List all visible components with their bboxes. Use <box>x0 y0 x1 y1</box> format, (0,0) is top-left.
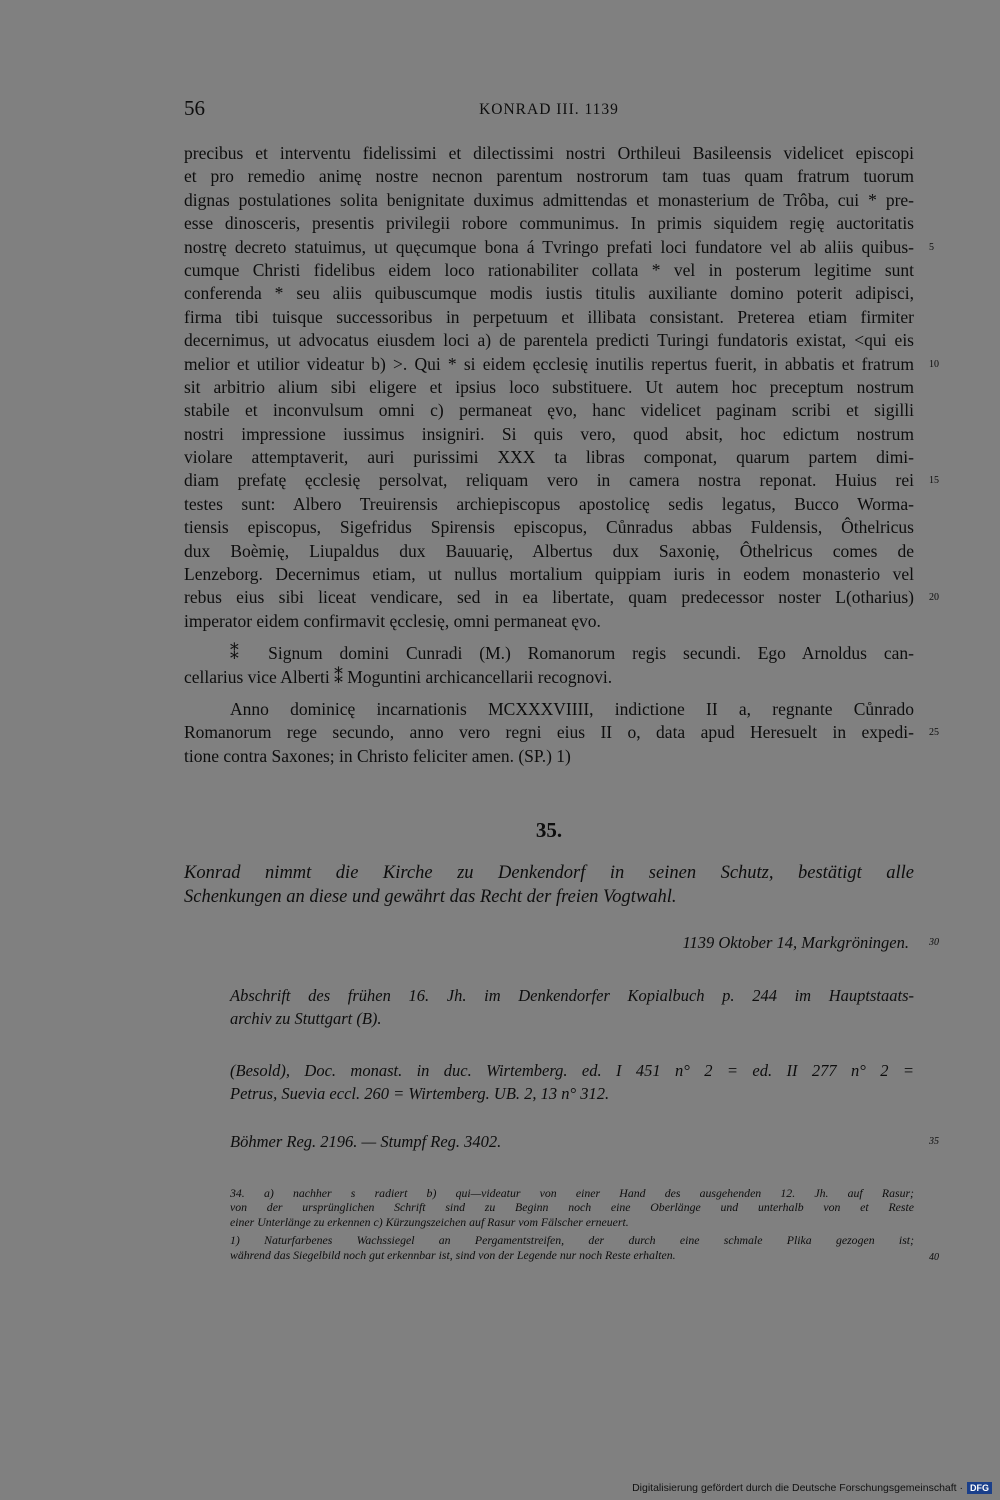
dfg-logo: DFG <box>967 1482 992 1494</box>
charter-line <box>184 469 939 492</box>
line-text: archiv zu Stuttgart (B). <box>230 1008 382 1028</box>
line-text: nostri impressione iussimus insigniri. Si quis vero, quod absit, hoc edictum nostrum <box>184 423 914 444</box>
line-text: melior et utilior videatur b) >. Qui * si eidem ęcclesię inutilis repertus fuerit, in abbatis et fratrum <box>184 353 914 374</box>
date-place: 1139 Oktober 14, Markgröningen. <box>682 933 909 952</box>
footer <box>632 1482 992 1494</box>
source-line <box>230 985 914 1008</box>
charter-line <box>184 189 914 212</box>
line-number: 30 <box>929 937 939 948</box>
line-text: precibus et interventu fidelissimi et dilectissimi nostri Orthileui Basileensis videlicet episcopi <box>184 143 914 163</box>
line-number: 15 <box>929 475 939 487</box>
line-text: Schenkungen an diese und gewährt das Recht der freien Vogtwahl. <box>184 887 677 907</box>
line-text: rebus eius sibi liceat vendicare, sed in ea libertate, quam predecessor noster L(otharius) <box>184 587 914 608</box>
dating-line <box>184 745 914 768</box>
line-text: esse dinosceris, presentis privilegii robore communimus. In primis siquidem regię auctoritatis <box>184 213 914 234</box>
page-header <box>184 96 914 122</box>
line-text: Romanorum rege secundo, anno vero regni eius II o, data apud Heresuelt in expedi- <box>184 722 914 743</box>
line-text: Anno dominicę incarnationis MCXXXVIIII, indictione II a, regnante Cůnrado <box>230 698 914 719</box>
line-text: 1) Naturfarbenes Wachssiegel an Pergamentstreifen, der durch eine schmale Plika gezogen ist; <box>230 1233 914 1248</box>
regesta-line: Böhmer Reg. 2196. — Stumpf Reg. 3402. <box>230 1132 502 1151</box>
line-text: tiensis episcopus, Sigefridus Spirensis episcopus, Cůnradus abbas Fuldensis, Ôthelricus <box>184 517 914 538</box>
charter-line <box>184 610 914 633</box>
running-title: KONRAD III. 1139 <box>479 101 619 118</box>
line-text: ⁑ Signum domini Cunradi (M.) Romanorum regis secundi. Ego Arnoldus can- <box>230 643 914 664</box>
footnote-line <box>230 1200 914 1214</box>
charter-line <box>184 586 939 609</box>
charter-line <box>184 423 914 446</box>
signum-line <box>184 642 914 665</box>
edition-line <box>230 1083 914 1106</box>
line-text: dignas postulationes solita benignitate duximus admittendas et monasterium de Trôba, cui * pre- <box>184 189 914 210</box>
regest-line <box>184 861 914 885</box>
footnote-line <box>230 1215 914 1229</box>
dating-line <box>184 721 939 744</box>
dating-line <box>184 698 914 721</box>
line-number: 20 <box>929 592 939 604</box>
footnote-line <box>230 1233 914 1247</box>
line-text: diam prefatę ęcclesię persolvat, reliquam vero in camera nostra reponat. Huius rei <box>184 470 914 491</box>
charter-line <box>184 165 914 188</box>
editions <box>230 1060 914 1105</box>
charter-line <box>184 540 914 563</box>
regest-line <box>184 885 914 909</box>
charter-line <box>184 563 914 586</box>
charter-line <box>184 329 914 352</box>
charter-text <box>184 142 939 768</box>
line-text: dux Boèmię, Liupaldus dux Bauuarię, Albertus dux Saxonię, Ôthelricus comes de <box>184 540 914 561</box>
footnotes <box>230 1186 939 1263</box>
charter-line <box>184 376 914 399</box>
line-text: cellarius vice Alberti ⁑ Moguntini archicancellarii recognovi. <box>184 666 613 687</box>
line-number: 40 <box>929 1251 939 1263</box>
line-text: imperator eidem confirmavit ęcclesię, omni permaneat ęvo. <box>184 610 601 631</box>
line-text: Konrad nimmt die Kirche zu Denkendorf in seinen Schutz, bestätigt alle <box>184 863 914 883</box>
charter-line <box>184 516 914 539</box>
charter-line <box>184 493 914 516</box>
charter-line <box>184 446 914 469</box>
signum-line <box>184 666 914 689</box>
line-text: tione contra Saxones; in Christo feliciter amen. (SP.) 1) <box>184 745 571 766</box>
line-text: conferenda * seu aliis quibuscumque modis iustis titulis auxiliante domino poterit adipisci, <box>184 283 914 304</box>
footer-text: Digitalisierung gefördert durch die Deutsche Forschungsgemeinschaft · <box>632 1482 963 1494</box>
line-text: von der ursprünglichen Schrift sind zu Beginn noch eine Oberlänge und unterhalb von et Reste <box>230 1200 914 1215</box>
document-number: 35. <box>535 818 563 842</box>
line-text: einer Unterlänge zu erkennen c) Kürzungszeichen auf Rasur vom Fälscher erneuert. <box>230 1214 629 1229</box>
charter-line <box>184 142 914 165</box>
charter-line <box>184 399 914 422</box>
page-number: 56 <box>184 96 205 120</box>
charter-line <box>184 212 914 235</box>
line-text: (Besold), Doc. monast. in duc. Wirtemberg. ed. I 451 n° 2 = ed. II 277 n° 2 = <box>230 1061 914 1080</box>
line-text: et pro remedio animę nostre necnon parentum nostrorum tam tuas quam fratrum tuorum <box>184 166 914 187</box>
line-text: cumque Christi fidelibus eidem loco rationabiliter collata * vel in posterum legitime sunt <box>184 259 914 280</box>
charter-line <box>184 353 939 376</box>
line-number: 25 <box>929 727 939 739</box>
source-line <box>230 1008 914 1031</box>
charter-line <box>184 236 934 259</box>
charter-line <box>184 306 914 329</box>
line-text: Petrus, Suevia eccl. 260 = Wirtemberg. UB. 2, 13 n° 312. <box>230 1083 610 1103</box>
line-text: sit arbitrio alium sibi eligere et ipsius loco substituere. Ut autem hoc preceptum nostrum <box>184 376 914 397</box>
edition-line <box>230 1060 914 1083</box>
footnote-line <box>230 1247 939 1263</box>
line-text: 34. a) nachher s radiert b) qui—videatur von einer Hand des ausgehenden 12. Jh. auf Rasur; <box>230 1186 914 1200</box>
footnote-line <box>230 1186 914 1200</box>
line-text: decernimus, ut advocatus eiusdem loci a) de parentela predicti Turingi fundatoris existat, <qui eis <box>184 330 914 351</box>
line-text: Lenzeborg. Decernimus etiam, ut nullus mortalium quippiam iuris in eodem monasterio vel <box>184 564 914 585</box>
line-text: firma tibi tuisque successoribus in perpetuum et illibata consistant. Preterea etiam firmiter <box>184 306 914 327</box>
charter-line <box>184 282 914 305</box>
regesta-references <box>230 1131 939 1154</box>
regest <box>184 861 914 909</box>
line-text: stabile et inconvulsum omni c) permaneat ęvo, hanc videlicet paginam scribi et sigilli <box>184 400 914 421</box>
line-text: nostrę decreto statuimus, ut quęcumque bona á Tvringo prefati loci fundatore vel ab aliis quibus- <box>184 236 914 257</box>
line-text: testes sunt: Albero Treuirensis archiepiscopus apostolicę sedis legatus, Bucco Worma- <box>184 493 914 514</box>
line-number: 35 <box>929 1136 939 1147</box>
charter-line <box>184 259 914 282</box>
line-text: während das Siegelbild noch gut erkennbar ist, sind von der Legende nur noch Reste erhalten. <box>230 1247 676 1262</box>
line-number: 5 <box>929 241 934 253</box>
manuscript-source <box>230 985 914 1030</box>
line-text: Abschrift des frühen 16. Jh. im Denkendorfer Kopialbuch p. 244 im Hauptstaats- <box>230 986 914 1005</box>
line-number: 10 <box>929 358 939 370</box>
line-text: violare attemptaverit, auri purissimi XXX ta libras componat, quarum partem dimi- <box>184 447 914 468</box>
